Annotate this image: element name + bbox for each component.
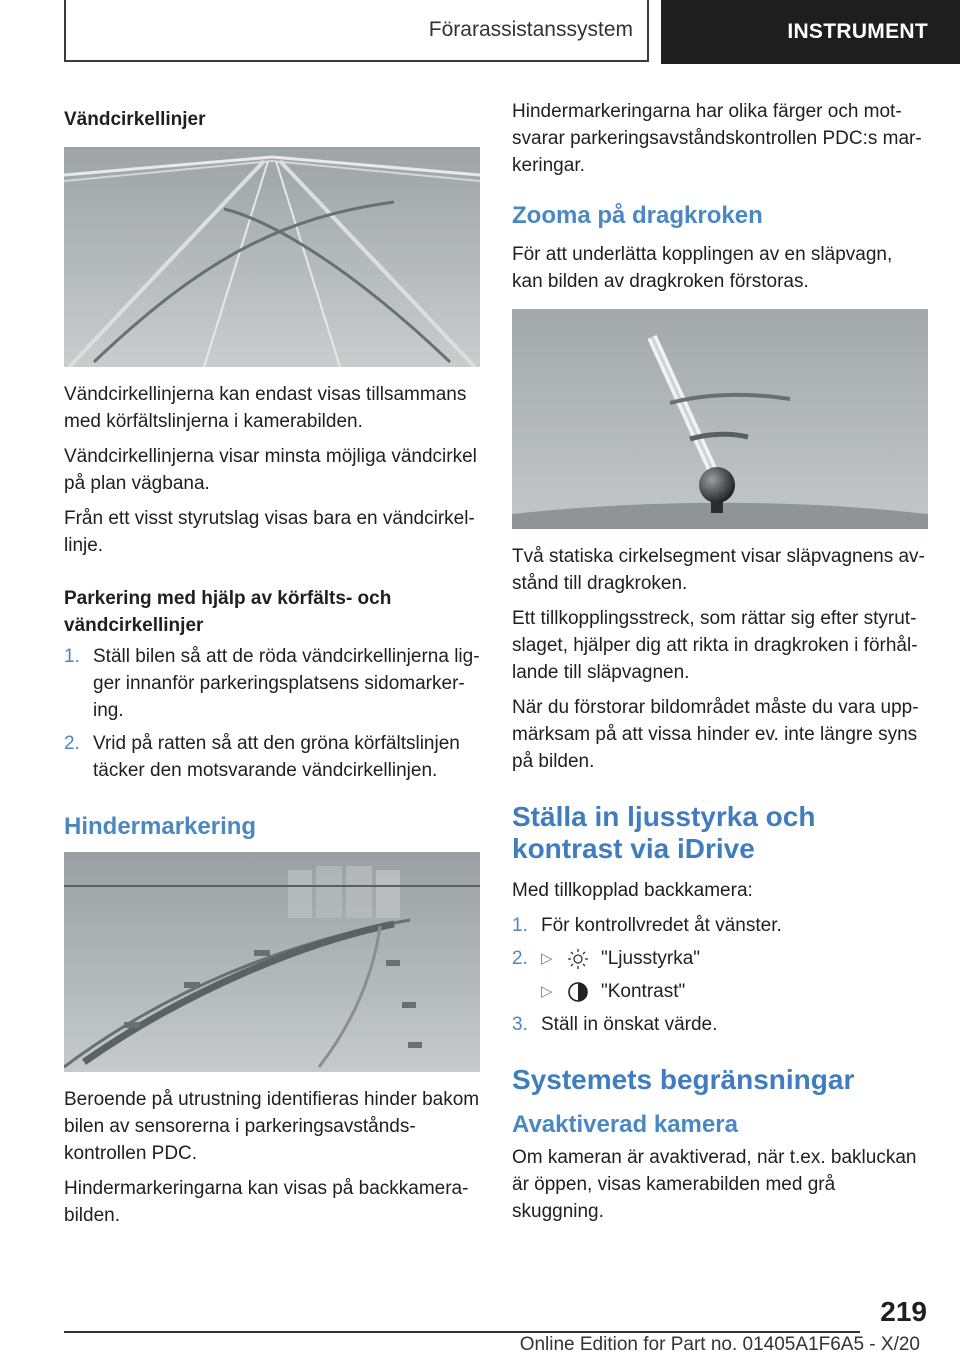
triangle-right-icon: ▷	[541, 950, 553, 967]
header-section-title: Förarassistanssystem	[428, 18, 633, 41]
heading-zoom-hitch: Zooma på dragkroken	[512, 202, 763, 229]
menu-item-contrast: "Kontrast"	[601, 981, 686, 1002]
list-item	[64, 730, 480, 784]
contrast-icon	[567, 981, 589, 1003]
parking-steps-list	[64, 643, 480, 784]
heading-parking-help: Parkering med hjälp av körfälts- och vändcirkellinjer	[64, 588, 392, 636]
heading-system-limits: Systemets begränsningar	[512, 1064, 855, 1095]
step-text: Ställ in önskat värde.	[541, 1014, 718, 1035]
footer-divider	[64, 1331, 860, 1333]
page-number: 219	[880, 1296, 927, 1327]
menu-path-contrast	[541, 978, 928, 1005]
paragraph: Hindermarkeringarna har olika färger och mot-svarar parkeringsavståndskontrollen PDC:s mar-keringar.	[512, 101, 922, 176]
header-section-tab	[64, 0, 649, 62]
list-item	[512, 1011, 928, 1038]
paragraph: Vändcirkellinjerna visar minsta möjliga vändcirkel på plan vägbana.	[64, 446, 477, 494]
heading-brightness-contrast: Ställa in ljusstyrka och kontrast via iDrive	[512, 801, 816, 864]
step-number: 1.	[64, 646, 80, 667]
paragraph: Om kameran är avaktiverad, när t.ex. bakluckan är öppen, visas kamerabilden med grå skuggning.	[512, 1147, 917, 1222]
step-number: 2.	[512, 948, 528, 969]
menu-path-brightness	[541, 945, 928, 972]
paragraph: När du förstorar bildområdet måste du vara upp-märksam på att vissa hinder ev. inte längre syns på bilden.	[512, 697, 919, 772]
paragraph: Med tillkopplad backkamera:	[512, 880, 753, 901]
step-text: Vrid på ratten så att den gröna körfältslinjen täcker den motsvarande vändcirkellinjen.	[93, 733, 460, 781]
left-column	[64, 106, 480, 1237]
paragraph: Beroende på utrustning identifieras hinder bakom bilen av sensorerna i parkeringsavstånds-kontrollen PDC.	[64, 1089, 480, 1164]
step-text: Ställ bilen så att de röda vändcirkellinjerna lig-ger innanför parkeringsplatsens sidomarker-ing.	[93, 646, 480, 721]
list-item	[64, 643, 480, 724]
idrive-steps-list	[512, 912, 928, 1038]
header-chapter-title: INSTRUMENT	[787, 20, 928, 43]
turning-circle-lines-image	[64, 147, 480, 367]
header-chapter-tab	[661, 0, 960, 64]
paragraph: Från ett visst styrutslag visas bara en vändcirkel-linje.	[64, 508, 475, 556]
step-number: 1.	[512, 915, 528, 936]
list-item	[512, 945, 928, 1005]
step-number: 2.	[64, 733, 80, 754]
towbar-zoom-image	[512, 309, 928, 529]
heading-obstacle-marking: Hindermarkering	[64, 813, 257, 840]
step-text: För kontrollvredet åt vänster.	[541, 915, 782, 936]
paragraph: Hindermarkeringarna kan visas på backkamera-bilden.	[64, 1178, 469, 1226]
paragraph: Ett tillkopplingsstreck, som rättar sig efter styrut-slaget, hjälper dig att rikta in dragkroken i förhål-lande till släpvagnen.	[512, 608, 918, 683]
heading-camera-deactivated: Avaktiverad kamera	[512, 1111, 738, 1138]
paragraph: Två statiska cirkelsegment visar släpvagnens av-stånd till dragkroken.	[512, 546, 925, 594]
heading-turning-circle-lines: Vändcirkellinjer	[64, 109, 206, 130]
right-column	[512, 98, 928, 1233]
paragraph: För att underlätta kopplingen av en släpvagn, kan bilden av dragkroken förstoras.	[512, 244, 893, 292]
step-number: 3.	[512, 1014, 528, 1035]
obstacle-marking-image	[64, 852, 480, 1072]
paragraph: Vändcirkellinjerna kan endast visas tillsammans med körfältslinjerna i kamerabilden.	[64, 384, 467, 432]
footer-edition: Online Edition for Part no. 01405A1F6A5 - X/20	[519, 1334, 920, 1355]
menu-item-brightness: "Ljusstyrka"	[601, 948, 701, 969]
triangle-right-icon: ▷	[541, 983, 553, 1000]
list-item	[512, 912, 928, 939]
brightness-icon	[567, 948, 589, 970]
